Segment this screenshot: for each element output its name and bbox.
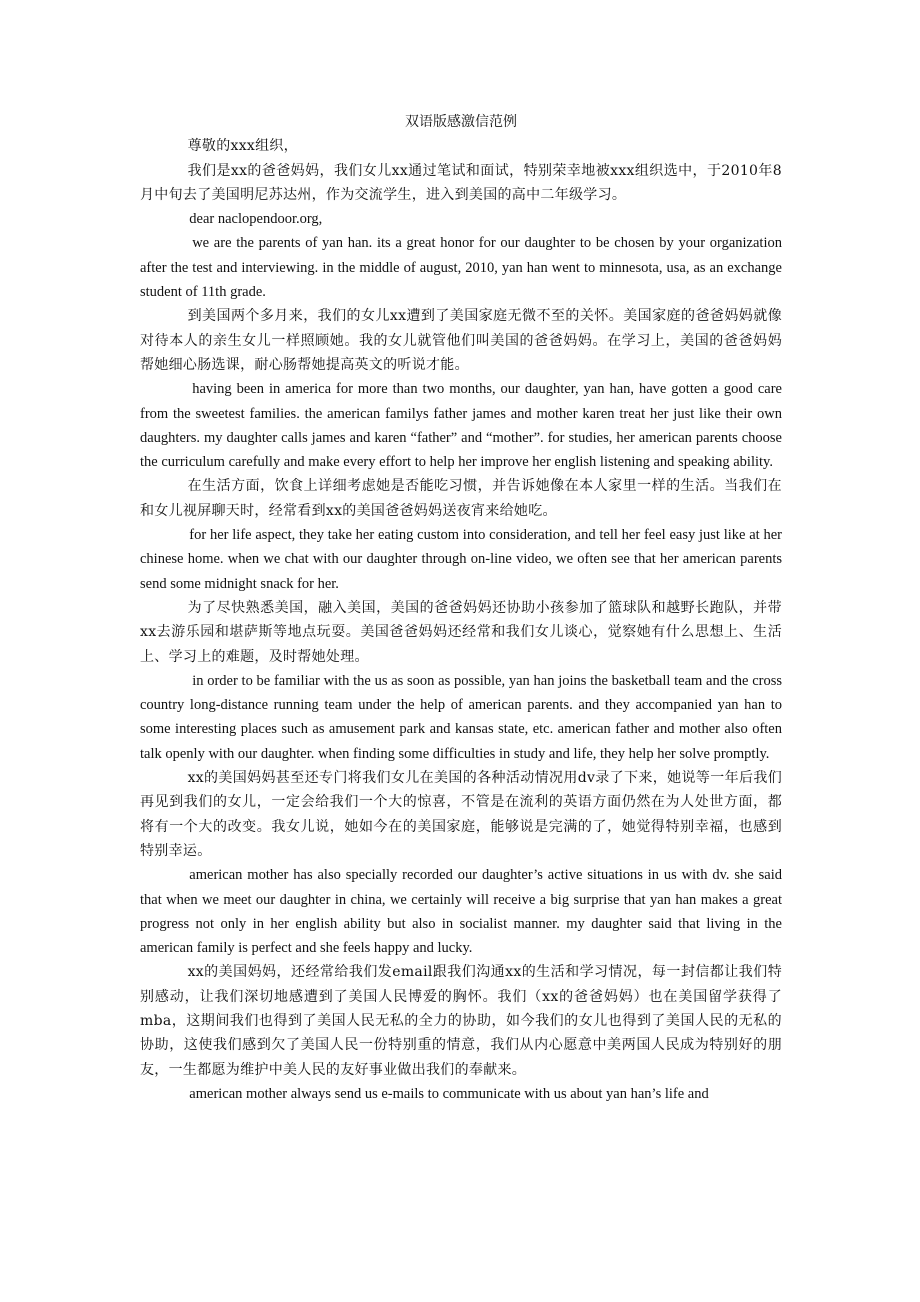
english-paragraph-care: having been in america for more than two months, our daughter, yan han, have gotten a good care from the sweetest families. the american familys father james and mother karen treat her just like their own daughters. my daughter calls james and karen “father” and “mother”. for studies, her american parents choose the curriculum carefully and make every effort to help her improve her english listening and speaking ability. [140,381,782,471]
chinese-salutation: 尊敬的xxx组织， [187,138,298,155]
chinese-paragraph-care: 到美国两个多月来，我们的女儿xx遭到了美国家庭无微不至的关怀。美国家庭的爸爸妈妈就像对待本人的亲生女儿一样照顾她。我的女儿就管他们叫美国的爸爸妈妈。在学习上，美国的爸爸妈妈帮她细心肠选课，耐心肠帮她提高英文的听说才能。 [140,308,782,373]
chinese-paragraph-dv: xx的美国妈妈甚至还专门将我们女儿在美国的各种活动情况用dv录了下来，她说等一年后我们再见到我们的女儿，一定会给我们一个大的惊喜，不管是在流利的英语方面仍然在为人处世方面，都将有一个大的改变。我女儿说，她如今在的美国家庭，能够说是完满的了，她觉得特别幸福，也感到特别幸运。 [140,770,782,859]
document-title: 双语版感激信范例 [405,114,517,130]
chinese-paragraph-life: 在生活方面，饮食上详细考虑她是否能吃习惯，并告诉她像在本人家里一样的生活。当我们在和女儿视屏聊天时，经常看到xx的美国爸爸妈妈送夜宵来给她吃。 [140,478,782,519]
chinese-paragraph-email: xx的美国妈妈，还经常给我们发email跟我们沟通xx的生活和学习情况，每一封信都让我们特别感动，让我们深切地感遭到了美国人民博爱的胸怀。我们（xx的爸爸妈妈）也在美国留学获得了mba，这期间我们也得到了美国人民无私的全力的协助，如今我们的女儿也得到了美国人民的无私的协助，这使我们感到欠了美国人民一份特别重的情意，我们从内心愿意中美两国人民成为特别好的朋友，一生都愿为维护中美人民的友好事业做出我们的奉献来。 [140,964,782,1078]
english-salutation: dear naclopendoor.org, [189,211,323,228]
chinese-paragraph-intro: 我们是xx的爸爸妈妈，我们女儿xx通过笔试和面试，特别荣幸地被xxx组织选中，于2010年8月中旬去了美国明尼苏达州，作为交流学生，进入到美国的高中二年级学习。 [140,162,782,203]
english-paragraph-activities: in order to be familiar with the us as soon as possible, yan han joins the basketball team and the cross country long-distance running team under the help of american parents. and they accompanied yan han to some interesting places such as amusement park and kansas state, etc. american father and mother also often talk openly with our daughter. when finding some difficulties in study and life, they help her solve promptly. [140,672,782,762]
english-paragraph-intro: we are the parents of yan han. its a great honor for our daughter to be chosen by your organization after the test and interviewing. in the middle of august, 2010, yan han went to minnesota, usa, as an exchange student of 11th grade. [140,235,782,301]
letter-page [140,110,782,1106]
english-paragraph-dv: american mother has also specially recorded our daughter’s active situations in us with dv. she said that when we meet our daughter in china, we certainly will receive a big surprise that yan han makes a great progress not only in her english ability but also in socialist manner. my daughter said that living in the american family is perfect and she feels happy and lucky. [140,867,782,957]
english-paragraph-life: for her life aspect, they take her eating custom into consideration, and tell her feel easy just like at her chinese home. when we chat with our daughter through on-line video, we often see that her american parents send some midnight snack for her. [140,527,782,592]
chinese-paragraph-activities: 为了尽快熟悉美国，融入美国，美国的爸爸妈妈还协助小孩参加了篮球队和越野长跑队，并带xx去游乐园和堪萨斯等地点玩耍。美国爸爸妈妈还经常和我们女儿谈心，觉察她有什么思想上、生活上、学习上的难题，及时帮她处理。 [140,599,782,665]
english-paragraph-email: american mother always send us e-mails to communicate with us about yan han’s life and [189,1085,709,1102]
